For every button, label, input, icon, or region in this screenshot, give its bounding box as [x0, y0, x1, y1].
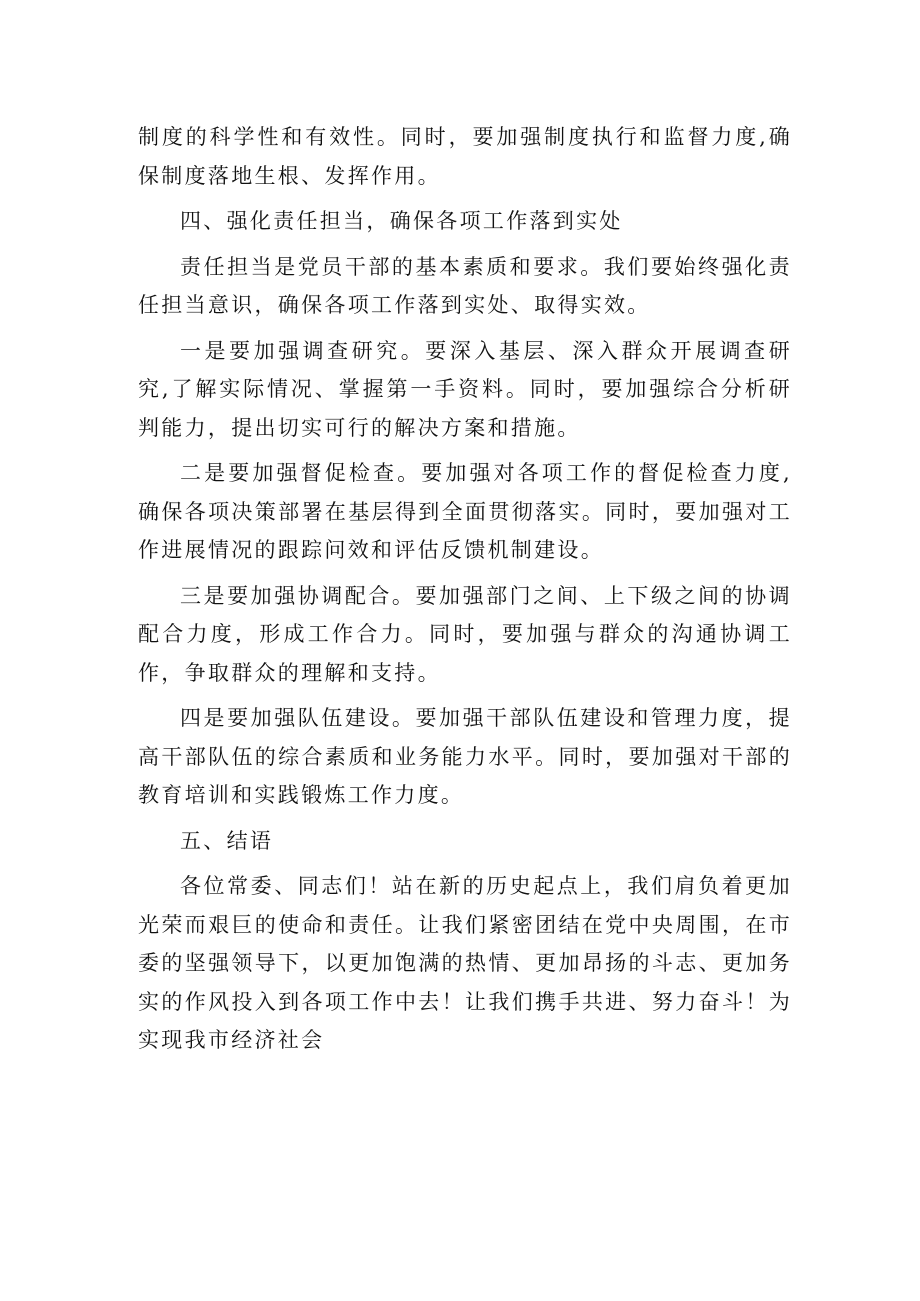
paragraph-point-four: 四是要加强队伍建设。要加强干部队伍建设和管理力度，提高干部队伍的综合素质和业务能力水平。同时，要加强对干部的教育培训和实践锻炼工作力度。 [138, 706, 792, 807]
paragraph-point-two: 二是要加强督促检查。要加强对各项工作的督促检查力度,确保各项决策部署在基层得到全面贯彻落实。同时，要加强对工作进展情况的跟踪问效和评估反馈机制建设。 [138, 461, 792, 562]
paragraph-conclusion: 各位常委、同志们！站在新的历史起点上，我们肩负着更加光荣而艰巨的使命和责任。让我们紧密团结在党中央周围，在市委的坚强领导下，以更加饱满的热情、更加昂扬的斗志、更加务实的作风投入到各项工作中去！让我们携手共进、努力奋斗！为实现我市经济社会 [138, 874, 792, 1052]
paragraph-point-three: 三是要加强协调配合。要加强部门之间、上下级之间的协调配合力度，形成工作合力。同时，要加强与群众的沟通协调工作，争取群众的理解和支持。 [138, 583, 792, 685]
section-heading-four: 四、强化责任担当，确保各项工作落到实处 [180, 209, 623, 233]
document-body [138, 118, 792, 1067]
paragraph-continuation: 制度的科学性和有效性。同时，要加强制度执行和监督力度,确保制度落地生根、发挥作用。 [138, 125, 792, 188]
paragraph-point-one: 一是要加强调查研究。要深入基层、深入群众开展调查研究,了解实际情况、掌握第一手资料。同时，要加强综合分析研判能力，提出切实可行的解决方案和措施。 [138, 338, 792, 440]
paragraph-responsibility-intro: 责任担当是党员干部的基本素质和要求。我们要始终强化责任担当意识，确保各项工作落到实处、取得实效。 [138, 254, 792, 317]
section-heading-five: 五、结语 [180, 828, 274, 853]
